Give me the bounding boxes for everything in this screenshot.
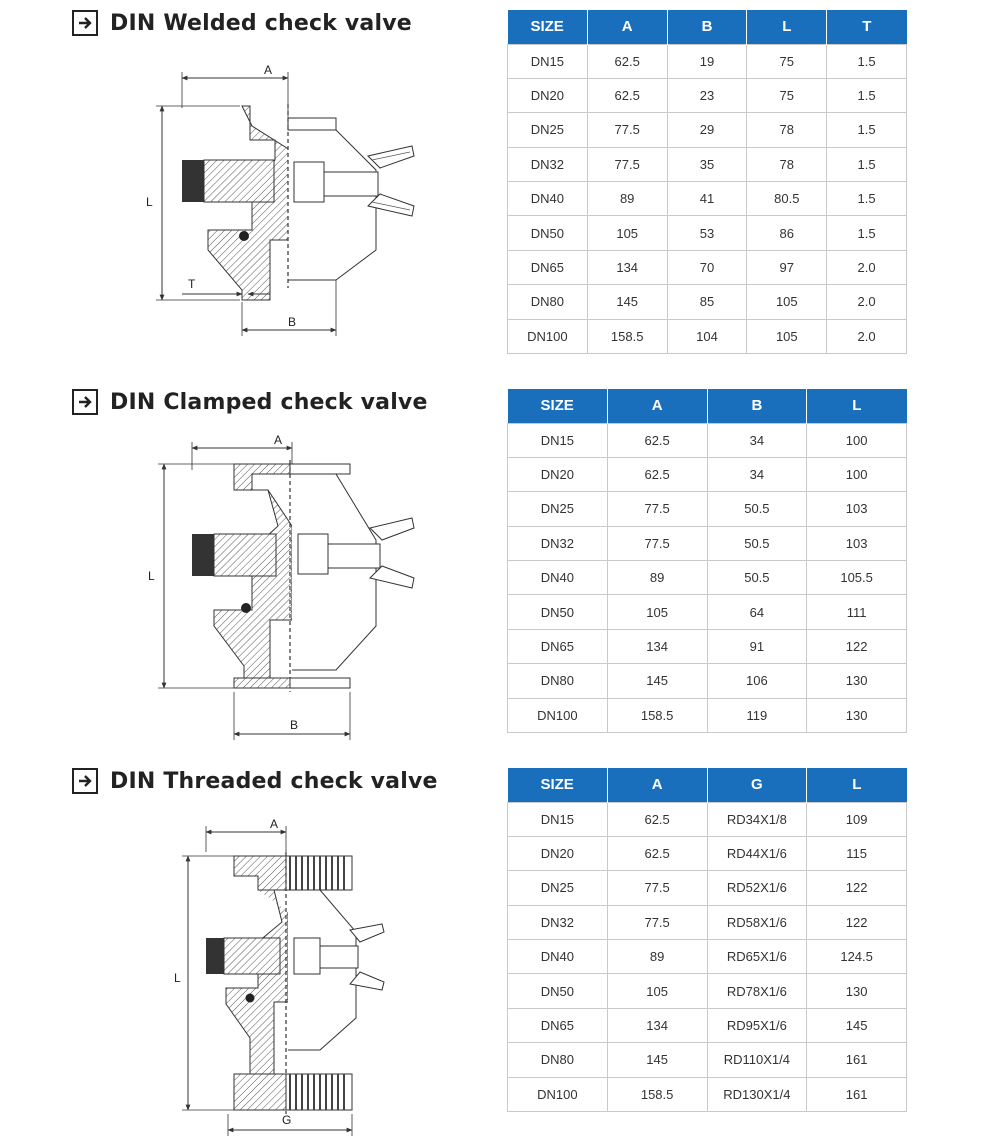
table-row: [508, 423, 907, 457]
table-cell: 77.5: [607, 526, 707, 560]
table-cell: 109: [807, 802, 907, 836]
table-row: [508, 595, 907, 629]
table-cell: 29: [667, 113, 747, 147]
table-cell: DN40: [508, 940, 608, 974]
column-header-t: T: [827, 10, 907, 44]
table-cell: DN80: [508, 1043, 608, 1077]
table-cell: 34: [707, 457, 807, 491]
threaded-table-body: [508, 802, 907, 1112]
table-cell: DN32: [508, 147, 588, 181]
clamped-title-row: [72, 389, 428, 415]
table-cell: DN20: [508, 457, 608, 491]
welded-dim-l: L: [146, 195, 153, 209]
table-cell: 124.5: [807, 940, 907, 974]
threaded-drawing: [170, 812, 420, 1142]
table-cell: 34: [707, 423, 807, 457]
table-cell: 111: [807, 595, 907, 629]
bottom-thread: [286, 1074, 352, 1110]
threaded-dim-g: G: [282, 1113, 292, 1127]
table-cell: 103: [807, 526, 907, 560]
column-header-size: SIZE: [508, 389, 608, 423]
table-cell: 35: [667, 147, 747, 181]
table-cell: DN100: [508, 1077, 608, 1111]
table-cell: DN40: [508, 182, 588, 216]
table-cell: 77.5: [607, 492, 707, 526]
table-cell: 158.5: [587, 319, 667, 353]
table-cell: DN25: [508, 113, 588, 147]
table-cell: 62.5: [607, 836, 707, 870]
table-cell: 78: [747, 147, 827, 181]
table-cell: 62.5: [607, 423, 707, 457]
table-cell: 75: [747, 44, 827, 78]
table-cell: 62.5: [587, 78, 667, 112]
clamped-spec-table: [507, 389, 907, 733]
table-row: [508, 526, 907, 560]
clamped-title: DIN Clamped check valve: [110, 389, 428, 415]
welded-dim-t: T: [188, 277, 196, 291]
table-cell: DN25: [508, 871, 608, 905]
table-row: [508, 78, 907, 112]
table-cell: 100: [807, 423, 907, 457]
column-header-a: A: [587, 10, 667, 44]
clamped-table-body: [508, 423, 907, 733]
table-cell: 145: [607, 664, 707, 698]
table-cell: 50.5: [707, 526, 807, 560]
table-cell: DN20: [508, 836, 608, 870]
table-cell: 104: [667, 319, 747, 353]
threaded-dim-a: A: [270, 817, 279, 831]
table-cell: RD58X1/6: [707, 905, 807, 939]
table-row: [508, 182, 907, 216]
table-cell: 2.0: [827, 285, 907, 319]
table-cell: 130: [807, 974, 907, 1008]
table-cell: RD78X1/6: [707, 974, 807, 1008]
welded-spec-table: [507, 10, 907, 354]
welded-title: DIN Welded check valve: [110, 10, 412, 36]
table-cell: 86: [747, 216, 827, 250]
column-header-size: SIZE: [508, 768, 608, 802]
threaded-header-row: [508, 768, 907, 802]
column-header-g: G: [707, 768, 807, 802]
table-row: [508, 664, 907, 698]
table-cell: DN25: [508, 492, 608, 526]
threaded-spec-table: [507, 768, 907, 1112]
table-cell: 105: [607, 974, 707, 1008]
table-cell: 145: [607, 1043, 707, 1077]
table-cell: 1.5: [827, 216, 907, 250]
table-cell: 105.5: [807, 561, 907, 595]
column-header-size: SIZE: [508, 10, 588, 44]
clamped-header-row: [508, 389, 907, 423]
table-cell: 23: [667, 78, 747, 112]
table-cell: 103: [807, 492, 907, 526]
clamped-dim-l: L: [148, 569, 155, 583]
table-cell: 70: [667, 250, 747, 284]
welded-dim-b: B: [288, 315, 297, 329]
table-cell: DN15: [508, 423, 608, 457]
table-cell: DN65: [508, 1008, 608, 1042]
welded-header-row: [508, 10, 907, 44]
table-row: [508, 216, 907, 250]
table-cell: DN100: [508, 319, 588, 353]
table-cell: 115: [807, 836, 907, 870]
table-cell: DN32: [508, 526, 608, 560]
table-cell: 119: [707, 698, 807, 732]
table-cell: DN40: [508, 561, 608, 595]
table-row: [508, 698, 907, 732]
table-cell: 78: [747, 113, 827, 147]
arrow-right-box-icon: [72, 768, 98, 794]
table-cell: DN15: [508, 44, 588, 78]
table-cell: DN80: [508, 664, 608, 698]
table-cell: 50.5: [707, 561, 807, 595]
column-header-b: B: [667, 10, 747, 44]
table-cell: 85: [667, 285, 747, 319]
table-cell: 62.5: [607, 457, 707, 491]
threaded-dim-l: L: [174, 971, 181, 985]
table-cell: 89: [607, 940, 707, 974]
welded-title-row: [72, 10, 412, 36]
table-cell: 105: [587, 216, 667, 250]
table-row: [508, 802, 907, 836]
table-cell: 161: [807, 1043, 907, 1077]
column-header-l: L: [747, 10, 827, 44]
table-cell: 97: [747, 250, 827, 284]
column-header-b: B: [707, 389, 807, 423]
table-cell: 62.5: [587, 44, 667, 78]
table-cell: 77.5: [587, 113, 667, 147]
table-row: [508, 940, 907, 974]
table-cell: 89: [607, 561, 707, 595]
table-cell: 62.5: [607, 802, 707, 836]
table-cell: 64: [707, 595, 807, 629]
table-cell: 2.0: [827, 319, 907, 353]
table-cell: 134: [607, 1008, 707, 1042]
table-cell: 2.0: [827, 250, 907, 284]
table-cell: 105: [747, 285, 827, 319]
welded-table-body: [508, 44, 907, 354]
table-row: [508, 974, 907, 1008]
table-cell: 106: [707, 664, 807, 698]
table-cell: DN100: [508, 698, 608, 732]
table-row: [508, 836, 907, 870]
table-cell: DN32: [508, 905, 608, 939]
table-cell: RD44X1/6: [707, 836, 807, 870]
column-header-a: A: [607, 389, 707, 423]
table-cell: 1.5: [827, 147, 907, 181]
table-row: [508, 44, 907, 78]
welded-dim-a: A: [264, 63, 273, 77]
table-cell: 77.5: [607, 871, 707, 905]
table-cell: 1.5: [827, 44, 907, 78]
table-cell: RD52X1/6: [707, 871, 807, 905]
table-row: [508, 319, 907, 353]
arrow-right-box-icon: [72, 10, 98, 36]
clamped-dim-b: B: [290, 718, 299, 732]
table-row: [508, 871, 907, 905]
table-cell: 80.5: [747, 182, 827, 216]
table-cell: 91: [707, 629, 807, 663]
table-row: [508, 285, 907, 319]
table-cell: 122: [807, 905, 907, 939]
welded-drawing: [140, 60, 430, 340]
top-thread: [286, 856, 352, 890]
column-header-l: L: [807, 768, 907, 802]
table-cell: 89: [587, 182, 667, 216]
table-cell: 50.5: [707, 492, 807, 526]
threaded-title-row: [72, 768, 438, 794]
table-row: [508, 250, 907, 284]
table-cell: 53: [667, 216, 747, 250]
table-row: [508, 147, 907, 181]
threaded-title: DIN Threaded check valve: [110, 768, 438, 794]
table-cell: DN65: [508, 250, 588, 284]
table-row: [508, 1077, 907, 1111]
table-cell: 122: [807, 871, 907, 905]
table-cell: 145: [807, 1008, 907, 1042]
table-cell: 161: [807, 1077, 907, 1111]
table-cell: 100: [807, 457, 907, 491]
table-cell: DN50: [508, 216, 588, 250]
table-cell: 134: [607, 629, 707, 663]
table-cell: 158.5: [607, 698, 707, 732]
table-row: [508, 457, 907, 491]
clamped-dim-a: A: [274, 433, 283, 447]
table-cell: 122: [807, 629, 907, 663]
table-cell: DN15: [508, 802, 608, 836]
table-row: [508, 1008, 907, 1042]
table-row: [508, 905, 907, 939]
table-cell: 105: [747, 319, 827, 353]
table-cell: DN65: [508, 629, 608, 663]
table-row: [508, 492, 907, 526]
table-cell: 158.5: [607, 1077, 707, 1111]
table-cell: 1.5: [827, 113, 907, 147]
arrow-right-box-icon: [72, 389, 98, 415]
table-cell: RD110X1/4: [707, 1043, 807, 1077]
table-cell: RD34X1/8: [707, 802, 807, 836]
column-header-l: L: [807, 389, 907, 423]
table-cell: 77.5: [607, 905, 707, 939]
table-row: [508, 1043, 907, 1077]
table-cell: 1.5: [827, 182, 907, 216]
table-row: [508, 561, 907, 595]
table-cell: 75: [747, 78, 827, 112]
table-cell: 130: [807, 664, 907, 698]
table-cell: 77.5: [587, 147, 667, 181]
table-cell: DN20: [508, 78, 588, 112]
table-row: [508, 113, 907, 147]
table-cell: 41: [667, 182, 747, 216]
clamped-drawing: [140, 430, 430, 750]
table-cell: RD95X1/6: [707, 1008, 807, 1042]
table-cell: 105: [607, 595, 707, 629]
table-cell: 145: [587, 285, 667, 319]
column-header-a: A: [607, 768, 707, 802]
table-cell: RD130X1/4: [707, 1077, 807, 1111]
table-cell: DN50: [508, 595, 608, 629]
table-cell: 134: [587, 250, 667, 284]
table-row: [508, 629, 907, 663]
table-cell: 1.5: [827, 78, 907, 112]
table-cell: DN50: [508, 974, 608, 1008]
table-cell: DN80: [508, 285, 588, 319]
table-cell: 19: [667, 44, 747, 78]
table-cell: 130: [807, 698, 907, 732]
table-cell: RD65X1/6: [707, 940, 807, 974]
